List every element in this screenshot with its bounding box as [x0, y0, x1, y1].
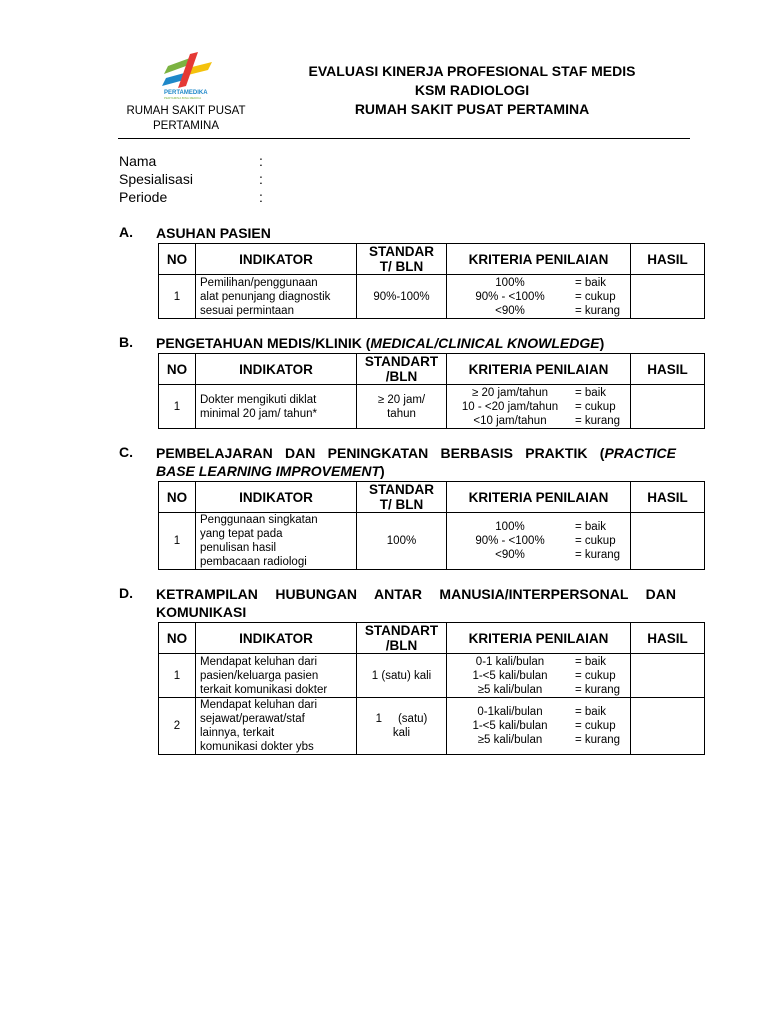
section-d-title-line-2: KOMUNIKASI [156, 604, 247, 620]
cell-hasil[interactable] [631, 275, 705, 319]
table-pengetahuan-medis [158, 353, 705, 429]
table-komunikasi [158, 622, 705, 755]
document-title [262, 62, 682, 119]
table-row [159, 654, 705, 698]
cell-kriteria: 0-1 kali/bulan = baik 1-<5 kali/bulan = cukup ≥5 kali/bulan = kurang [447, 654, 631, 698]
field-colon: : [259, 171, 263, 187]
section-c-title-line-2: BASE LEARNING IMPROVEMENT) [156, 463, 385, 479]
section-a-letter: A. [119, 224, 133, 240]
cell-indikator: Dokter mengikuti diklat minimal 20 jam/ tahun* [196, 385, 357, 429]
table-row [159, 698, 705, 755]
header-indikator: INDIKATOR [196, 244, 357, 275]
cell-no: 1 [159, 275, 196, 319]
header-hasil: HASIL [631, 354, 705, 385]
cell-no: 1 [159, 654, 196, 698]
cell-hasil[interactable] [631, 654, 705, 698]
cell-kriteria: 100% = baik 90% - <100% = cukup <90% = kurang [447, 513, 631, 570]
cell-kriteria: 0-1kali/bulan = baik 1-<5 kali/bulan = cukup ≥5 kali/bulan = kurang [447, 698, 631, 755]
cell-standar: 1 (satu) kali [357, 698, 447, 755]
header-indikator: INDIKATOR [196, 482, 357, 513]
header-kriteria: KRITERIA PENILAIAN [447, 354, 631, 385]
cell-hasil[interactable] [631, 513, 705, 570]
table-pembelajaran-praktik [158, 481, 705, 570]
cell-no: 1 [159, 385, 196, 429]
cell-indikator: Penggunaan singkatan yang tepat pada penulisan hasil pembacaan radiologi [196, 513, 357, 570]
header-standar: STANDAR T/ BLN [357, 244, 447, 275]
header-standar: STANDART /BLN [357, 623, 447, 654]
table-row [159, 275, 705, 319]
cell-indikator: Mendapat keluhan dari sejawat/perawat/staf lainnya, terkait komunikasi dokter ybs [196, 698, 357, 755]
pertamedika-logo [160, 52, 220, 100]
field-colon: : [259, 189, 263, 205]
cell-standar: 90%-100% [357, 275, 447, 319]
logo-wordmark: PERTAMEDIKA [164, 90, 208, 96]
cell-standar: 100% [357, 513, 447, 570]
header-standar: STANDART /BLN [357, 354, 447, 385]
cell-indikator: Mendapat keluhan dari pasien/keluarga pasien terkait komunikasi dokter [196, 654, 357, 698]
field-label: Nama [119, 153, 157, 169]
section-c-title-line-1: PEMBELAJARAN DAN PENINGKATAN BERBASIS PRAKTIK (PRACTICE [156, 445, 676, 461]
header-kriteria: KRITERIA PENILAIAN [447, 482, 631, 513]
cell-hasil[interactable] [631, 698, 705, 755]
header-no: NO [159, 244, 196, 275]
section-b-title: PENGETAHUAN MEDIS/KLINIK (MEDICAL/CLINICAL KNOWLEDGE) [156, 335, 605, 351]
cell-standar: ≥ 20 jam/ tahun [357, 385, 447, 429]
cell-hasil[interactable] [631, 385, 705, 429]
section-c-letter: C. [119, 444, 133, 460]
header-kriteria: KRITERIA PENILAIAN [447, 623, 631, 654]
cell-no: 1 [159, 513, 196, 570]
title-line-3: RUMAH SAKIT PUSAT PERTAMINA [354, 101, 590, 117]
table-asuhan-pasien [158, 243, 705, 319]
title-line-1: EVALUASI KINERJA PROFESIONAL STAF MEDIS [308, 63, 636, 79]
header-indikator: INDIKATOR [196, 623, 357, 654]
field-label: Periode [119, 189, 168, 205]
cell-indikator: Pemilihan/penggunaan alat penunjang diagnostik sesuai permintaan [196, 275, 357, 319]
header-indikator: INDIKATOR [196, 354, 357, 385]
org-line-1: RUMAH SAKIT PUSAT [126, 105, 246, 117]
pertamedika-logo-icon [160, 52, 220, 100]
section-d-letter: D. [119, 585, 133, 601]
cell-standar: 1 (satu) kali [357, 654, 447, 698]
header-no: NO [159, 623, 196, 654]
cell-no: 2 [159, 698, 196, 755]
header-standar: STANDAR T/ BLN [357, 482, 447, 513]
cell-kriteria: ≥ 20 jam/tahun = baik 10 - <20 jam/tahun = cukup <10 jam/tahun = kurang [447, 385, 631, 429]
header-divider [118, 138, 690, 139]
table-row [159, 385, 705, 429]
field-colon: : [259, 153, 263, 169]
header-hasil: HASIL [631, 482, 705, 513]
header-hasil: HASIL [631, 623, 705, 654]
header-kriteria: KRITERIA PENILAIAN [447, 244, 631, 275]
logo-subtext: PERTAMINA BINA MEDIKA [164, 96, 202, 100]
header-no: NO [159, 354, 196, 385]
field-label: Spesialisasi [119, 171, 193, 187]
section-b-letter: B. [119, 334, 133, 350]
title-line-2: KSM RADIOLOGI [414, 82, 530, 98]
org-line-2: PERTAMINA [152, 120, 220, 132]
section-d-title-line-1: KETRAMPILAN HUBUNGAN ANTAR MANUSIA/INTERPERSONAL DAN [156, 586, 676, 602]
table-row [159, 513, 705, 570]
section-a-title: ASUHAN PASIEN [156, 225, 271, 241]
header-hasil: HASIL [631, 244, 705, 275]
cell-kriteria: 100% = baik 90% - <100% = cukup <90% = kurang [447, 275, 631, 319]
header-no: NO [159, 482, 196, 513]
organization-name [112, 104, 260, 134]
